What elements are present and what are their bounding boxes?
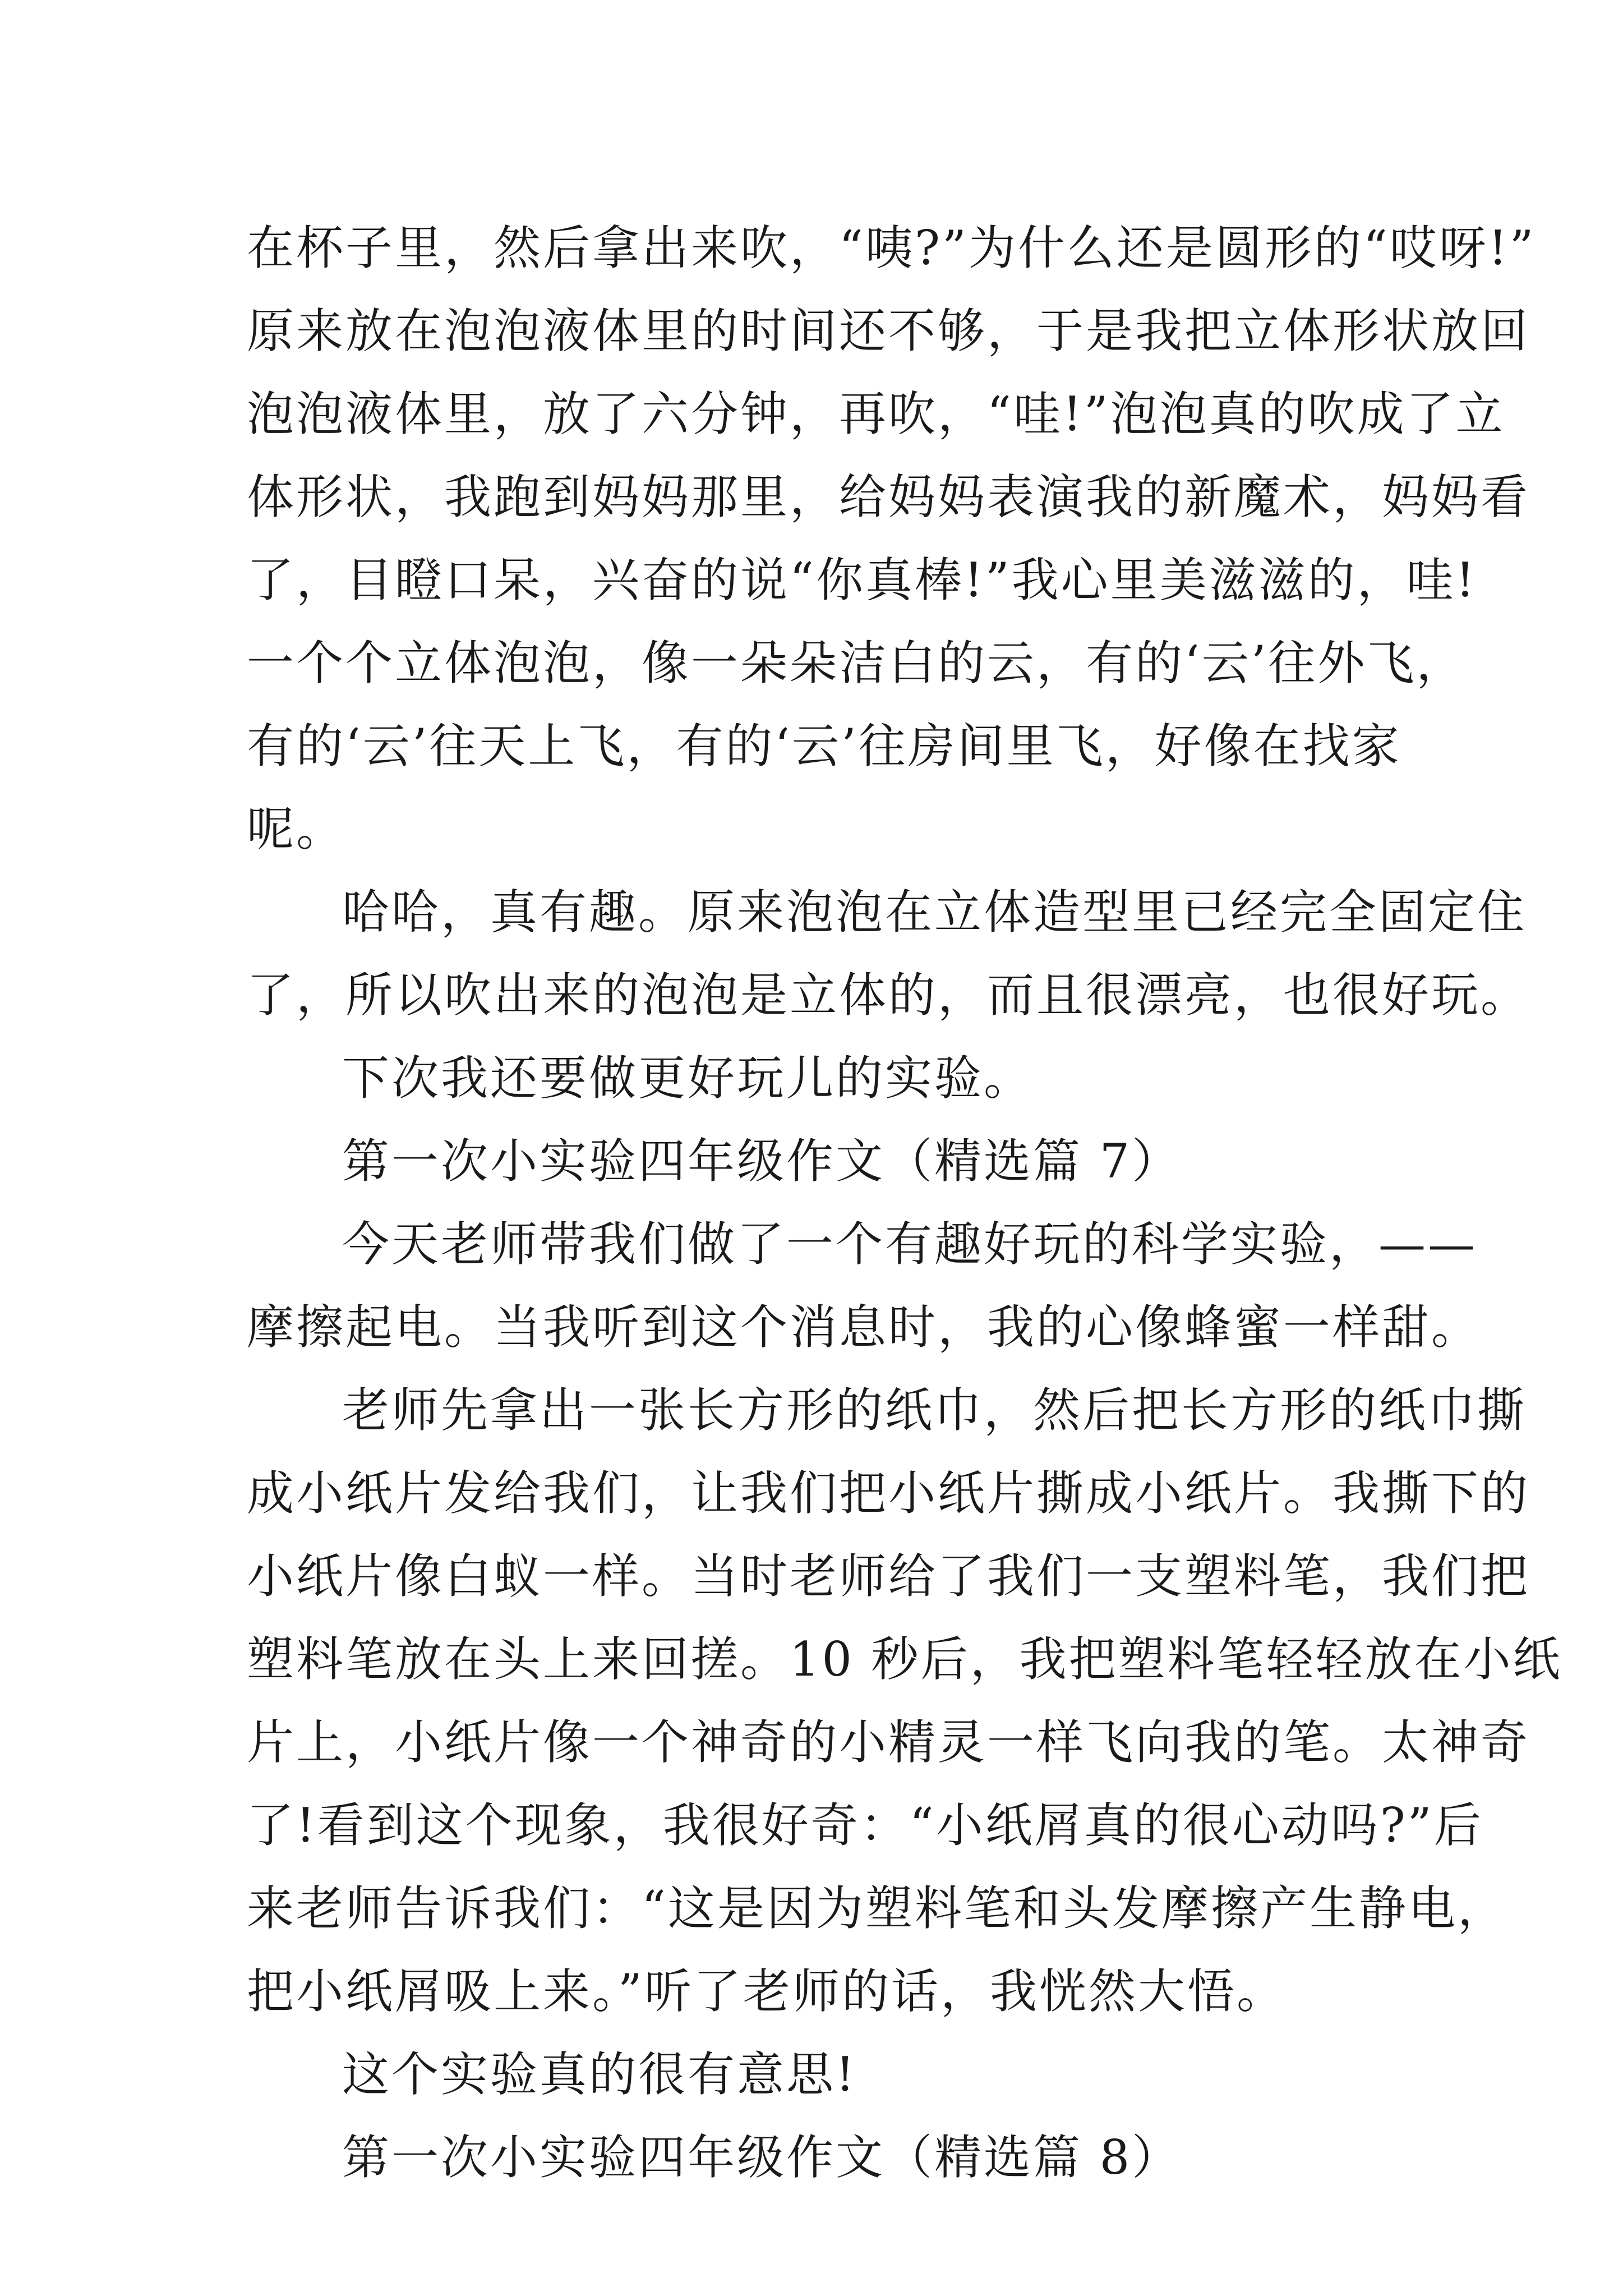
text-line: 有的‘云’往天上飞，有的‘云’往房间里飞，好像在找家: [247, 719, 1401, 774]
text-line: 把小纸屑吸上来。”听了老师的话，我恍然大悟。: [247, 1964, 1286, 2019]
text-line: 小纸片像白蚁一样。当时老师给了我们一支塑料笔，我们把: [247, 1549, 1530, 1604]
text-line: 片上，小纸片像一个神奇的小精灵一样飞向我的笔。太神奇: [247, 1715, 1530, 1770]
text-line: 了!看到这个现象，我很好奇：“小纸屑真的很心动吗?”后: [247, 1798, 1483, 1853]
section-heading: 第一次小实验四年级作文（精选篇 8）: [342, 2130, 1182, 2185]
section-heading: 第一次小实验四年级作文（精选篇 7）: [342, 1134, 1182, 1189]
text-line: 塑料笔放在头上来回搓。10 秒后，我把塑料笔轻轻放在小纸: [247, 1632, 1562, 1687]
text-line: 原来放在泡泡液体里的时间还不够，于是我把立体形状放回: [247, 303, 1530, 358]
paragraph-start-line: 下次我还要做更好玩儿的实验。: [342, 1051, 1034, 1106]
paragraph-start-line: 老师先拿出一张长方形的纸巾，然后把长方形的纸巾撕: [342, 1383, 1527, 1438]
paragraph-start-line: 哈哈，真有趣。原来泡泡在立体造型里已经完全固定住: [342, 885, 1527, 940]
text-line: 摩擦起电。当我听到这个消息时，我的心像蜂蜜一样甜。: [247, 1300, 1481, 1355]
text-line: 在杯子里，然后拿出来吹，“咦?”为什么还是圆形的“哎呀!”: [247, 220, 1536, 275]
text-line: 了，所以吹出来的泡泡是立体的，而且很漂亮，也很好玩。: [247, 968, 1530, 1023]
text-line: 一个个立体泡泡，像一朵朵洁白的云，有的‘云’往外飞，: [247, 636, 1466, 691]
text-line: 来老师告诉我们：“这是因为塑料笔和头发摩擦产生静电，: [247, 1881, 1507, 1936]
paragraph-start-line: 这个实验真的很有意思!: [342, 2047, 857, 2102]
document-body: [247, 206, 1562, 2199]
text-line: 体形状，我跑到妈妈那里，给妈妈表演我的新魔术，妈妈看: [247, 470, 1530, 524]
text-line: 泡泡液体里，放了六分钟，再吹，“哇!”泡泡真的吹成了立: [247, 386, 1505, 441]
paragraph-start-line: 今天老师带我们做了一个有趣好玩的科学实验，——: [342, 1217, 1478, 1272]
text-line: 成小纸片发给我们，让我们把小纸片撕成小纸片。我撕下的: [247, 1466, 1530, 1521]
text-line: 呢。: [247, 802, 346, 857]
text-line: 了，目瞪口呆，兴奋的说“你真棒!”我心里美滋滋的，哇!: [247, 553, 1477, 608]
